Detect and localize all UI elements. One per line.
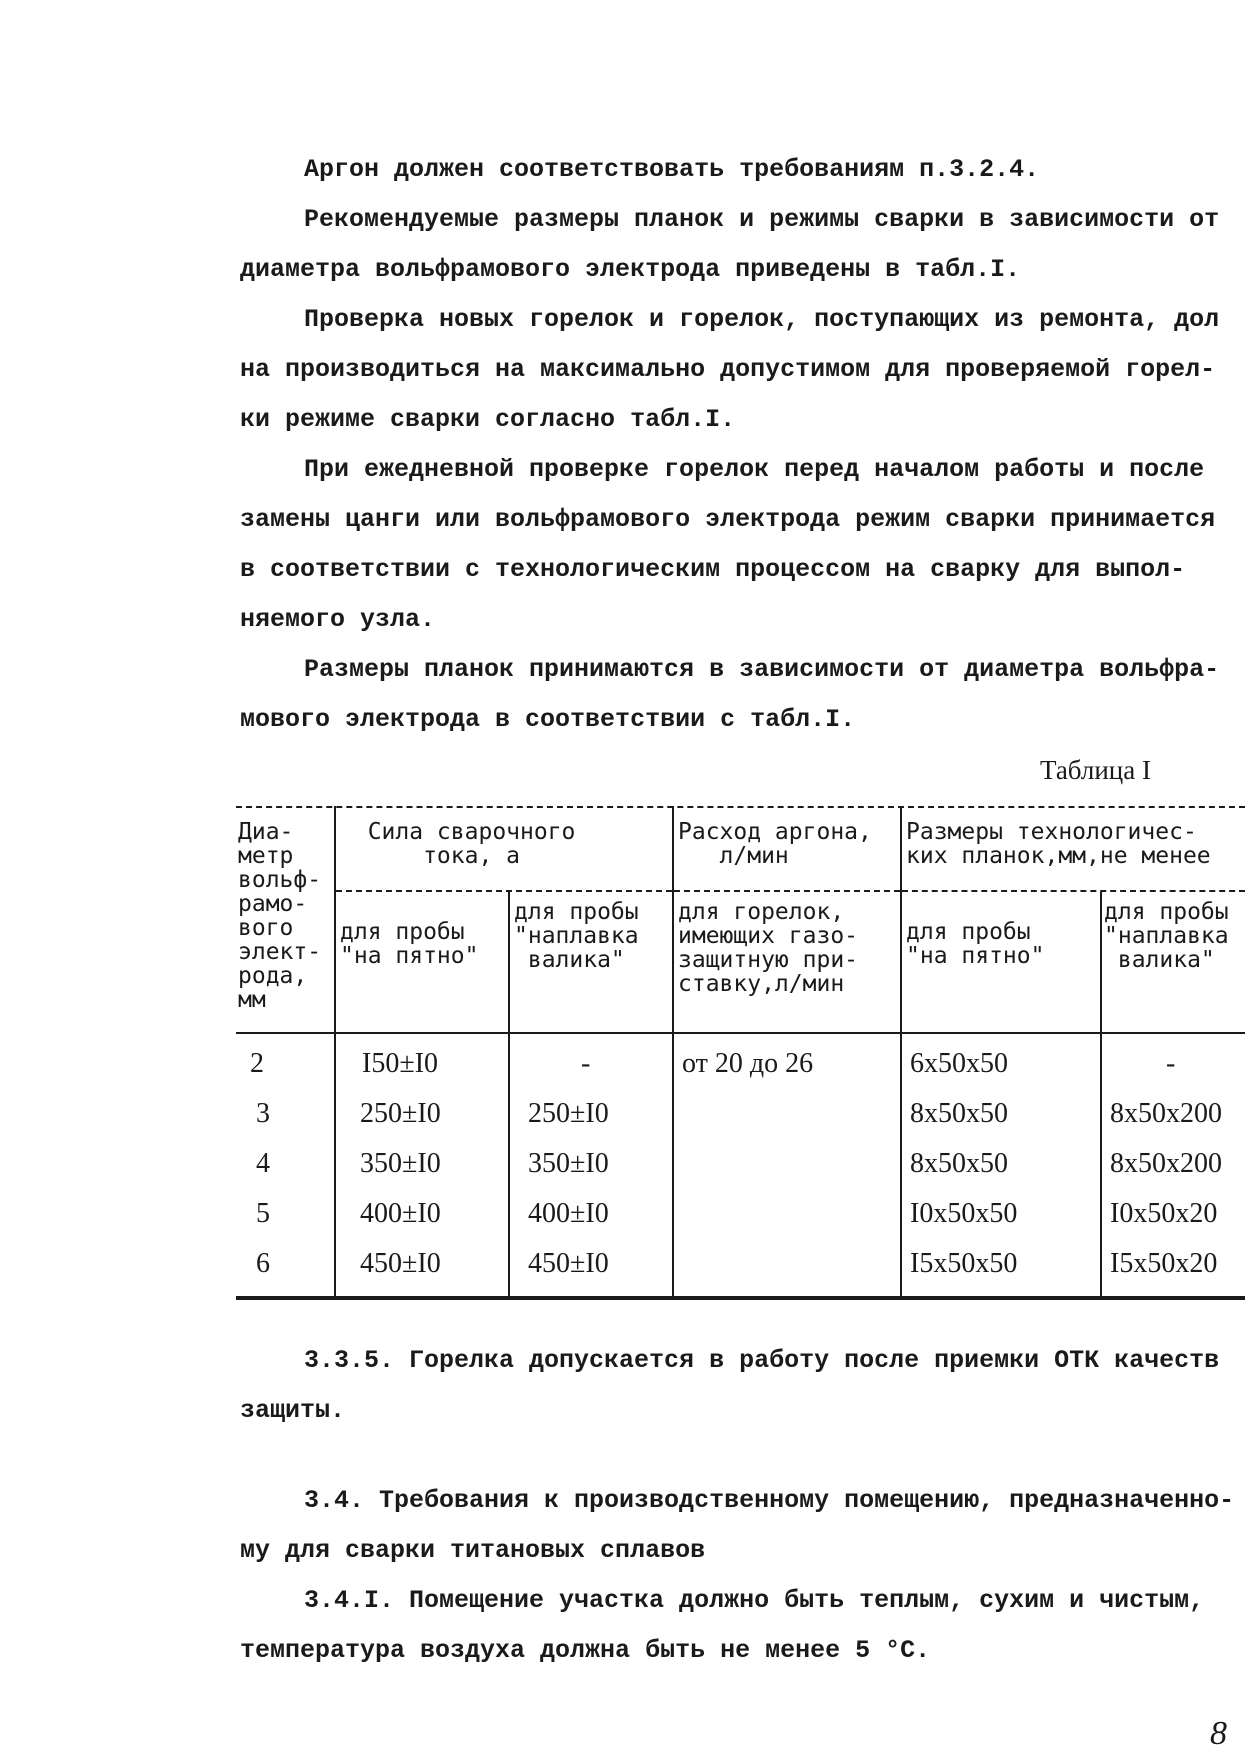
cell-sizes-spot: 8x50x50 (910, 1098, 1008, 1129)
table-bottom-border (236, 1296, 1245, 1300)
paragraph-line: на производиться на максимально допустимом для проверяемой горел- (240, 355, 1216, 384)
header-sizes-spot: для пробы "на пятно" (906, 919, 1045, 969)
header-current: Сила сварочного тока, а (367, 819, 576, 869)
cell-current-bead: 400±I0 (528, 1198, 609, 1229)
paragraph-line: защиты. (240, 1396, 346, 1425)
cell-diameter: 6 (256, 1248, 270, 1279)
cell-sizes-spot: 8x50x50 (910, 1148, 1008, 1179)
cell-sizes-bead: - (1166, 1048, 1176, 1079)
paragraph-line: в соответствии с технологическим процессом на сварку для выпол- (240, 555, 1186, 584)
header-spot: для пробы "на пятно" (340, 919, 479, 969)
header-argon: Расход аргона, л/мин (678, 819, 872, 869)
cell-sizes-spot: I5x50x50 (910, 1248, 1018, 1279)
paragraph-line: замены цанги или вольфрамового электрода режим сварки принимается (240, 505, 1216, 534)
cell-sizes-bead: 8x50x200 (1110, 1098, 1222, 1129)
paragraph-line: ки режиме сварки согласно табл.I. (240, 405, 736, 434)
cell-diameter: 5 (256, 1198, 270, 1229)
cell-sizes-bead: I5x50x20 (1110, 1248, 1218, 1279)
cell-diameter: 2 (250, 1048, 264, 1079)
cell-current-spot: I50±I0 (362, 1048, 439, 1079)
group-underline (674, 890, 900, 892)
paragraph-line: мового электрода в соответствии с табл.I. (240, 705, 856, 734)
column-divider (1100, 892, 1102, 1298)
header-diameter: Диа- метр вольф- рамо- вого элект- рода, мм (238, 819, 322, 1013)
cell-current-spot: 350±I0 (360, 1148, 441, 1179)
paragraph-line: Размеры планок принимаются в зависимости от диаметра вольфра- (304, 655, 1220, 684)
group-underline (336, 890, 672, 892)
header-bead: для пробы "наплавка валика" (514, 899, 639, 973)
table-top-border (236, 806, 1245, 808)
column-divider (672, 806, 674, 1298)
paragraph-line: няемого узла. (240, 605, 436, 634)
cell-current-spot: 400±I0 (360, 1198, 441, 1229)
cell-current-bead: 450±I0 (528, 1248, 609, 1279)
section-heading: 3.4. Требования к производственному помещению, предназначенно- (304, 1486, 1235, 1515)
cell-sizes-bead: 8x50x200 (1110, 1148, 1222, 1179)
paragraph-line: 3.3.5. Горелка допускается в работу после приемки ОТК качеств (304, 1346, 1220, 1375)
cell-current-bead: 250±I0 (528, 1098, 609, 1129)
cell-sizes-bead: I0x50x20 (1110, 1198, 1218, 1229)
paragraph-line: Аргон должен соответствовать требованиям п.3.2.4. (304, 155, 1040, 184)
cell-current-bead: - (581, 1048, 591, 1079)
data-table (236, 806, 1245, 1306)
paragraph-line: 3.4.I. Помещение участка должно быть теплым, сухим и чистым, (304, 1586, 1205, 1615)
column-divider (900, 806, 902, 1298)
table-title: Таблица I (1040, 755, 1151, 785)
header-sizes-bead: для пробы "наплавка валика" (1104, 899, 1229, 973)
paragraph-line: Проверка новых горелок и горелок, поступающих из ремонта, дол (304, 305, 1220, 334)
paragraph-line: Рекомендуемые размеры планок и режимы сварки в зависимости от (304, 205, 1220, 234)
cell-sizes-spot: 6x50x50 (910, 1048, 1008, 1079)
cell-current-spot: 450±I0 (360, 1248, 441, 1279)
paragraph-line: При ежедневной проверке горелок перед началом работы и после (304, 455, 1205, 484)
group-underline (902, 890, 1245, 892)
cell-current-spot: 250±I0 (360, 1098, 441, 1129)
cell-sizes-spot: I0x50x50 (910, 1198, 1018, 1229)
header-argon-sub: для горелок, имеющих газо- защитную при- ставку,л/мин (678, 899, 859, 997)
column-divider (334, 806, 336, 1298)
cell-diameter: 3 (256, 1098, 270, 1129)
cell-current-bead: 350±I0 (528, 1148, 609, 1179)
column-divider (508, 892, 510, 1298)
cell-argon: от 20 до 26 (682, 1048, 814, 1079)
cell-diameter: 4 (256, 1148, 270, 1179)
paragraph-line: температура воздуха должна быть не менее 5 °С. (240, 1636, 931, 1665)
header-divider (236, 1032, 1245, 1034)
page-number: 8 (1210, 1715, 1227, 1752)
header-plank-sizes: Размеры технологичес- ких планок,мм,не менее (906, 819, 1211, 869)
section-heading: му для сварки титановых сплавов (240, 1536, 706, 1565)
paragraph-line: диаметра вольфрамового электрода приведены в табл.I. (240, 255, 1021, 284)
